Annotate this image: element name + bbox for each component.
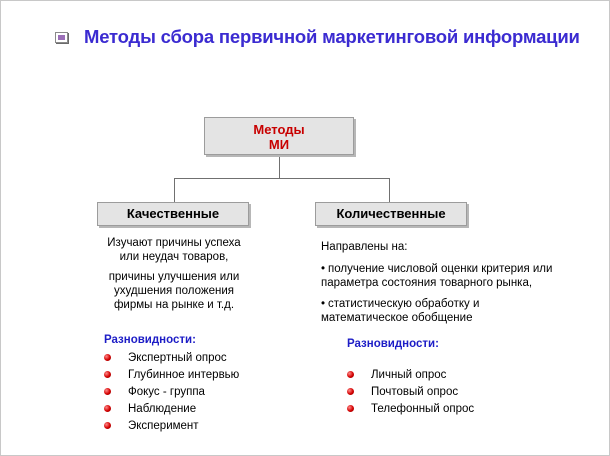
list-item [104,417,239,434]
bullet-icon [104,405,111,412]
list-item [347,366,474,383]
root-label-line2: МИ [268,137,290,152]
desc-line: ухудшения положения [114,285,234,297]
text-bullet-icon: • [321,263,326,275]
qualitative-types-list [104,349,239,434]
text-bullet-icon: • [321,298,326,310]
bullet-icon [104,388,111,395]
desc-line: или неудач товаров, [119,251,229,263]
bullet-icon [347,371,354,378]
quantitative-point-1 [321,262,581,290]
quantitative-box: Количественные [315,202,467,226]
list-item-label: Глубинное интервью [128,368,240,381]
bullet-icon [104,371,111,378]
list-item [104,349,239,366]
list-item-label: Телефонный опрос [371,402,475,415]
list-item [104,383,239,400]
connector-root-down [279,157,280,178]
desc-line: Изучают причины успеха [107,237,241,249]
list-item [347,400,474,417]
quantitative-intro: Направлены на: [321,241,408,253]
title-row [55,26,580,48]
quantitative-point-2 [321,297,581,325]
list-item-label: Эксперимент [128,419,199,432]
desc-line: фирмы на рынке и т.д. [113,299,235,311]
root-box [204,117,354,155]
bullet-icon [347,388,354,395]
point-line [321,297,581,311]
qualitative-description-1 [92,236,256,264]
list-item [104,400,239,417]
list-item-label: Наблюдение [128,402,197,415]
slide-title: Методы сбора первичной маркетинговой информации [84,26,580,47]
list-item [347,383,474,400]
bullet-icon [104,354,111,361]
quantitative-types-heading: Разновидности: [347,338,439,350]
point-line [321,262,581,276]
square-bullet-icon [55,32,68,43]
bullet-icon [347,405,354,412]
qualitative-description-2 [92,270,256,312]
desc-line: причины улучшения или [108,271,240,283]
qualitative-box: Качественные [97,202,249,226]
list-item [104,366,239,383]
connector-right-down [389,178,390,202]
quantitative-types-list [347,366,474,417]
bullet-icon [104,422,111,429]
list-item-label: Экспертный опрос [128,351,227,364]
list-item-label: Личный опрос [371,368,447,381]
qualitative-types-heading: Разновидности: [104,334,196,346]
connector-horizontal [174,178,390,179]
root-label-line1: Методы [253,122,305,137]
list-item-label: Фокус - группа [128,385,205,398]
connector-left-down [174,178,175,202]
list-item-label: Почтовый опрос [371,385,459,398]
point-text-cont: параметра состояния товарного рынка, [321,277,533,289]
point-text-cont: математическое обобщение [321,312,473,324]
point-text: получение числовой оценки критерия или [328,263,553,275]
point-text: статистическую обработку и [328,298,480,310]
